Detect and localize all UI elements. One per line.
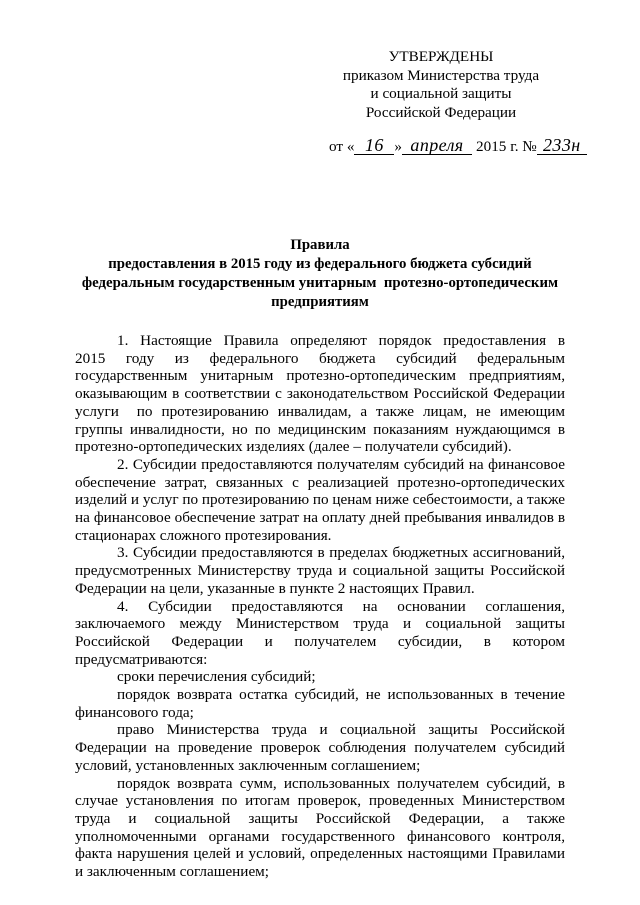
text-line: изделий и услуг по протезированию по ценам ниже себестоимости, а также [75,491,565,509]
text-line: 3. Субсидии предоставляются в пределах бюджетных ассигнований, [117,544,565,562]
text-line: порядок возврата остатка субсидий, не использованных в течение [117,686,565,704]
handwritten-month: апреля [402,137,472,155]
approval-line: и социальной защиты [370,85,512,103]
text-line: стационарах сложного протезирования. [75,526,332,544]
document-body [75,332,565,881]
text-line: сроки перечисления субсидий; [117,668,316,686]
agreement-term-unused-return [75,686,565,721]
date-prefix: от « [329,138,355,155]
text-line: на финансовое обеспечение затрат на оплату дней пребывания инвалидов в [75,509,565,527]
approval-line: Российской Федерации [365,104,517,122]
document-title [40,236,600,312]
text-line: Российской Федерации и получателем субсидии, в котором [75,632,565,650]
agreement-term-violation-return [75,775,565,881]
handwritten-day: 16 [354,137,394,155]
title-line: предприятиям [271,293,369,310]
text-line: случае установления по итогам проверок, проведенных Министерством [75,792,565,810]
text-line: финансового года; [75,703,194,721]
text-line: и заключенным соглашением; [75,863,270,881]
text-line: порядок возврата сумм, использованных получателем субсидий, в [117,774,565,792]
text-line: 4. Субсидии предоставляются на основании соглашения, [117,597,565,615]
text-line: 2015 году из федерального бюджета субсидий федеральным [75,349,565,367]
text-line: условий, установленных заключенным соглашением; [75,756,421,774]
text-line: уполномоченными органами государственного финансового контроля, [75,827,565,845]
text-line: предусмотренных Министерству труда и социальной защиты Российской [75,562,565,580]
text-line: оказывающим в соответствии с законодательством Российской Федерации [75,385,565,403]
clause-3 [75,544,565,597]
text-line: протезно-ортопедических изделиях (далее – получатели субсидий). [75,438,512,456]
text-line: Федерации на проведение проверок соблюдения получателем субсидий [75,739,565,757]
handwritten-order-number: 233н [537,137,587,155]
title-line: предоставления в 2015 году из федерального бюджета субсидий [108,255,532,272]
agreement-term-payment-schedule [75,668,565,686]
clause-1 [75,332,565,456]
clause-4 [75,598,565,669]
text-line: предусматриваются: [75,650,208,668]
text-line: Федерации на цели, указанные в пункте 2 настоящих Правил. [75,579,475,597]
text-line: обеспечение затрат, связанных с реализацией протезно-ортопедических [75,473,565,491]
title-line: федеральным государственным унитарным протезно-ортопедическим [81,274,559,291]
text-line: государственным унитарным протезно-ортопедическим предприятиям, [75,367,565,385]
text-line: 1. Настоящие Правила определяют порядок предоставления в [117,332,565,349]
agreement-term-audit-right [75,721,565,774]
text-line: факта нарушения целей и условий, определенных настоящими Правилами [75,845,565,863]
text-line: услуги по протезированию инвалидам, а также лицам, не имеющим [75,402,565,420]
date-year-label: 2015 г. № [476,138,537,155]
clause-2 [75,456,565,545]
text-line: группы инвалидности, но по медицинским показаниям нуждающимся в [75,420,565,438]
text-line: 2. Субсидии предоставляются получателям субсидий на финансовое [117,455,565,473]
order-date-line [329,137,587,157]
approval-stamp [321,48,561,123]
text-line: труда и социальной защиты Российской Федерации, а также [75,809,565,827]
date-close-quote: » [394,138,403,155]
title-line: Правила [290,237,350,253]
approval-line: УТВЕРЖДЕНЫ [388,48,494,65]
text-line: право Министерства труда и социальной защиты Российской [117,721,565,739]
approval-line: приказом Министерства труда [342,66,540,84]
text-line: заключаемого между Министерством труда и социальной защиты [75,615,565,633]
